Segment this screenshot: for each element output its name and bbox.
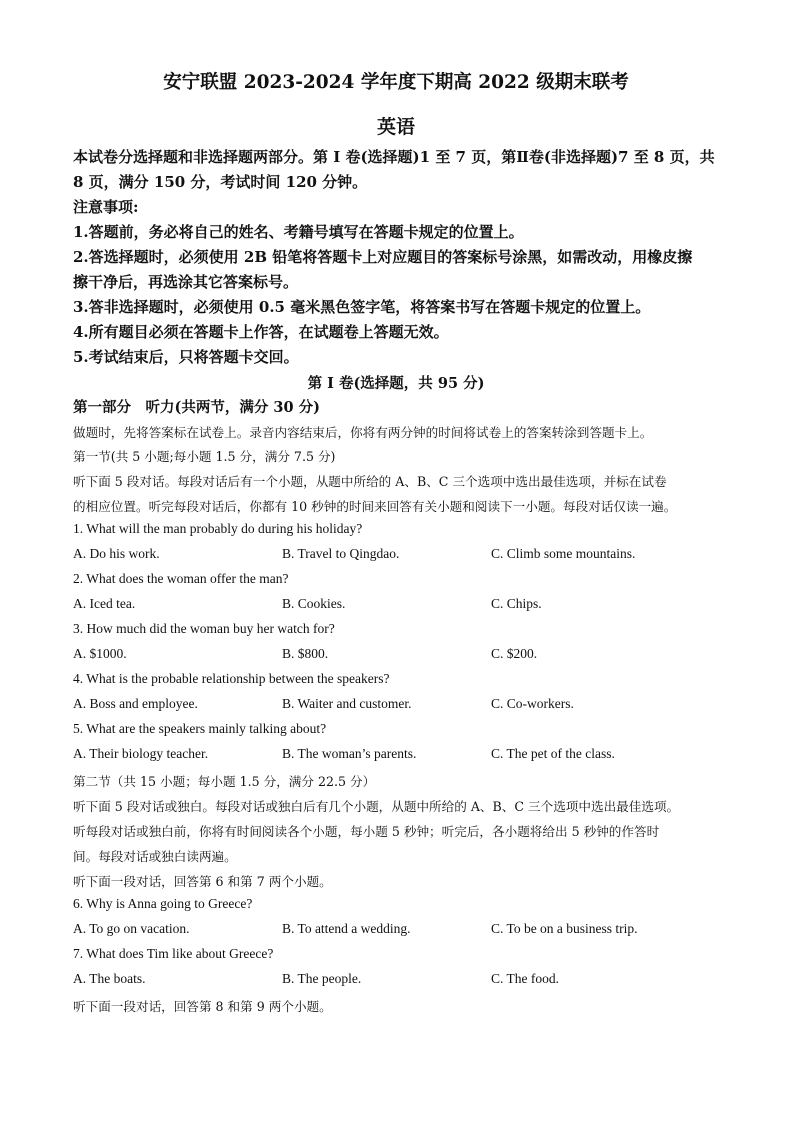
q5-option-c: C. The pet of the class. bbox=[491, 746, 615, 761]
q5-option-a: A. Their biology teacher. bbox=[73, 746, 209, 761]
q2-option-c: C. Chips. bbox=[491, 596, 542, 611]
q3-option-a: A. $1000. bbox=[73, 646, 127, 661]
section1-instructions-b: 的相应位置。听完每段对话后，你都有 10 秒钟的时间来回答有关小题和阅读下一小题。每段对话仅读一遍。 bbox=[73, 499, 677, 514]
question-3: 3. How much did the woman buy her watch for? bbox=[73, 621, 335, 636]
volume-heading: 第 I 卷(选择题，共 95 分) bbox=[307, 375, 485, 392]
listen-6-7: 听下面一段对话，回答第 6 和第 7 两个小题。 bbox=[73, 874, 332, 889]
q1-option-a: A. Do his work. bbox=[73, 546, 160, 561]
q4-option-b: B. Waiter and customer. bbox=[282, 696, 412, 711]
section2-heading: 第二节（共 15 小题；每小题 1.5 分，满分 22.5 分） bbox=[73, 774, 376, 789]
section1-instructions-a: 听下面 5 段对话。每段对话后有一个小题，从题中所给的 A、B、C 三个选项中选出最佳选项，并标在试卷 bbox=[73, 474, 667, 489]
q2-option-b: B. Cookies. bbox=[282, 596, 346, 611]
q6-option-a: A. To go on vacation. bbox=[73, 921, 190, 936]
note-3: 3.答非选择题时，必须使用 0.5 毫米黑色签字笔，将答案书写在答题卡规定的位置上。 bbox=[73, 298, 651, 316]
part1-heading: 第一部分 听力(共两节，满分 30 分) bbox=[73, 399, 320, 416]
note-1: 1.答题前，务必将自己的姓名、考籍号填写在答题卡规定的位置上。 bbox=[73, 223, 524, 241]
q7-option-a: A. The boats. bbox=[73, 971, 146, 986]
q7-option-c: C. The food. bbox=[491, 971, 559, 986]
q1-option-c: C. Climb some mountains. bbox=[491, 546, 636, 561]
note-2b: 擦干净后，再选涂其它答案标号。 bbox=[73, 273, 299, 291]
q3-option-c: C. $200. bbox=[491, 646, 538, 661]
note-4: 4.所有题目必须在答题卡上作答，在试题卷上答题无效。 bbox=[73, 323, 449, 341]
listen-8-9: 听下面一段对话，回答第 8 和第 9 两个小题。 bbox=[73, 999, 332, 1014]
intro-line-2: 8 页，满分 150 分，考试时间 120 分钟。 bbox=[73, 173, 368, 191]
q6-option-c: C. To be on a business trip. bbox=[491, 921, 638, 936]
q3-option-b: B. $800. bbox=[282, 646, 329, 661]
q1-option-b: B. Travel to Qingdao. bbox=[282, 546, 400, 561]
section2-instructions-a: 听下面 5 段对话或独白。每段对话或独白后有几个小题，从题中所给的 A、B、C 三个选项中选出最佳选项。 bbox=[73, 799, 680, 814]
q5-option-b: B. The woman’s parents. bbox=[282, 746, 417, 761]
q2-option-a: A. Iced tea. bbox=[73, 596, 136, 611]
question-1: 1. What will the man probably do during his holiday? bbox=[73, 521, 363, 536]
question-2: 2. What does the woman offer the man? bbox=[73, 571, 289, 586]
question-7: 7. What does Tim like about Greece? bbox=[73, 946, 274, 961]
note-2a: 2.答选择题时，必须使用 2B 铅笔将答题卡上对应题目的答案标号涂黑，如需改动，用橡皮擦 bbox=[73, 248, 693, 266]
notes-heading: 注意事项: bbox=[73, 198, 139, 216]
section2-instructions-b: 听每段对话或独白前，你将有时间阅读各个小题，每小题 5 秒钟；听完后，各小题将给出 5 秒钟的作答时 bbox=[73, 824, 660, 839]
q4-option-a: A. Boss and employee. bbox=[73, 696, 198, 711]
exam-title: 安宁联盟 2023-2024 学年度下期高 2022 级期末联考 bbox=[163, 72, 629, 93]
q4-option-c: C. Co-workers. bbox=[491, 696, 574, 711]
question-5: 5. What are the speakers mainly talking about? bbox=[73, 721, 327, 736]
part1-instructions: 做题时，先将答案标在试卷上。录音内容结束后，你将有两分钟的时间将试卷上的答案转涂到答题卡上。 bbox=[73, 425, 653, 440]
subject-heading: 英语 bbox=[376, 116, 415, 138]
section1-heading: 第一节(共 5 小题;每小题 1.5 分，满分 7.5 分) bbox=[73, 449, 336, 464]
q6-option-b: B. To attend a wedding. bbox=[282, 921, 411, 936]
question-6: 6. Why is Anna going to Greece? bbox=[73, 896, 253, 911]
intro-line-1: 本试卷分选择题和非选择题两部分。第 I 卷(选择题)1 至 7 页，第Ⅱ卷(非选择题)7 至 8 页，共 bbox=[73, 148, 715, 166]
question-4: 4. What is the probable relationship between the speakers? bbox=[73, 671, 390, 686]
note-5: 5.考试结束后，只将答题卡交回。 bbox=[73, 348, 299, 366]
section2-instructions-c: 间。每段对话或独白读两遍。 bbox=[73, 849, 237, 864]
q7-option-b: B. The people. bbox=[282, 971, 362, 986]
